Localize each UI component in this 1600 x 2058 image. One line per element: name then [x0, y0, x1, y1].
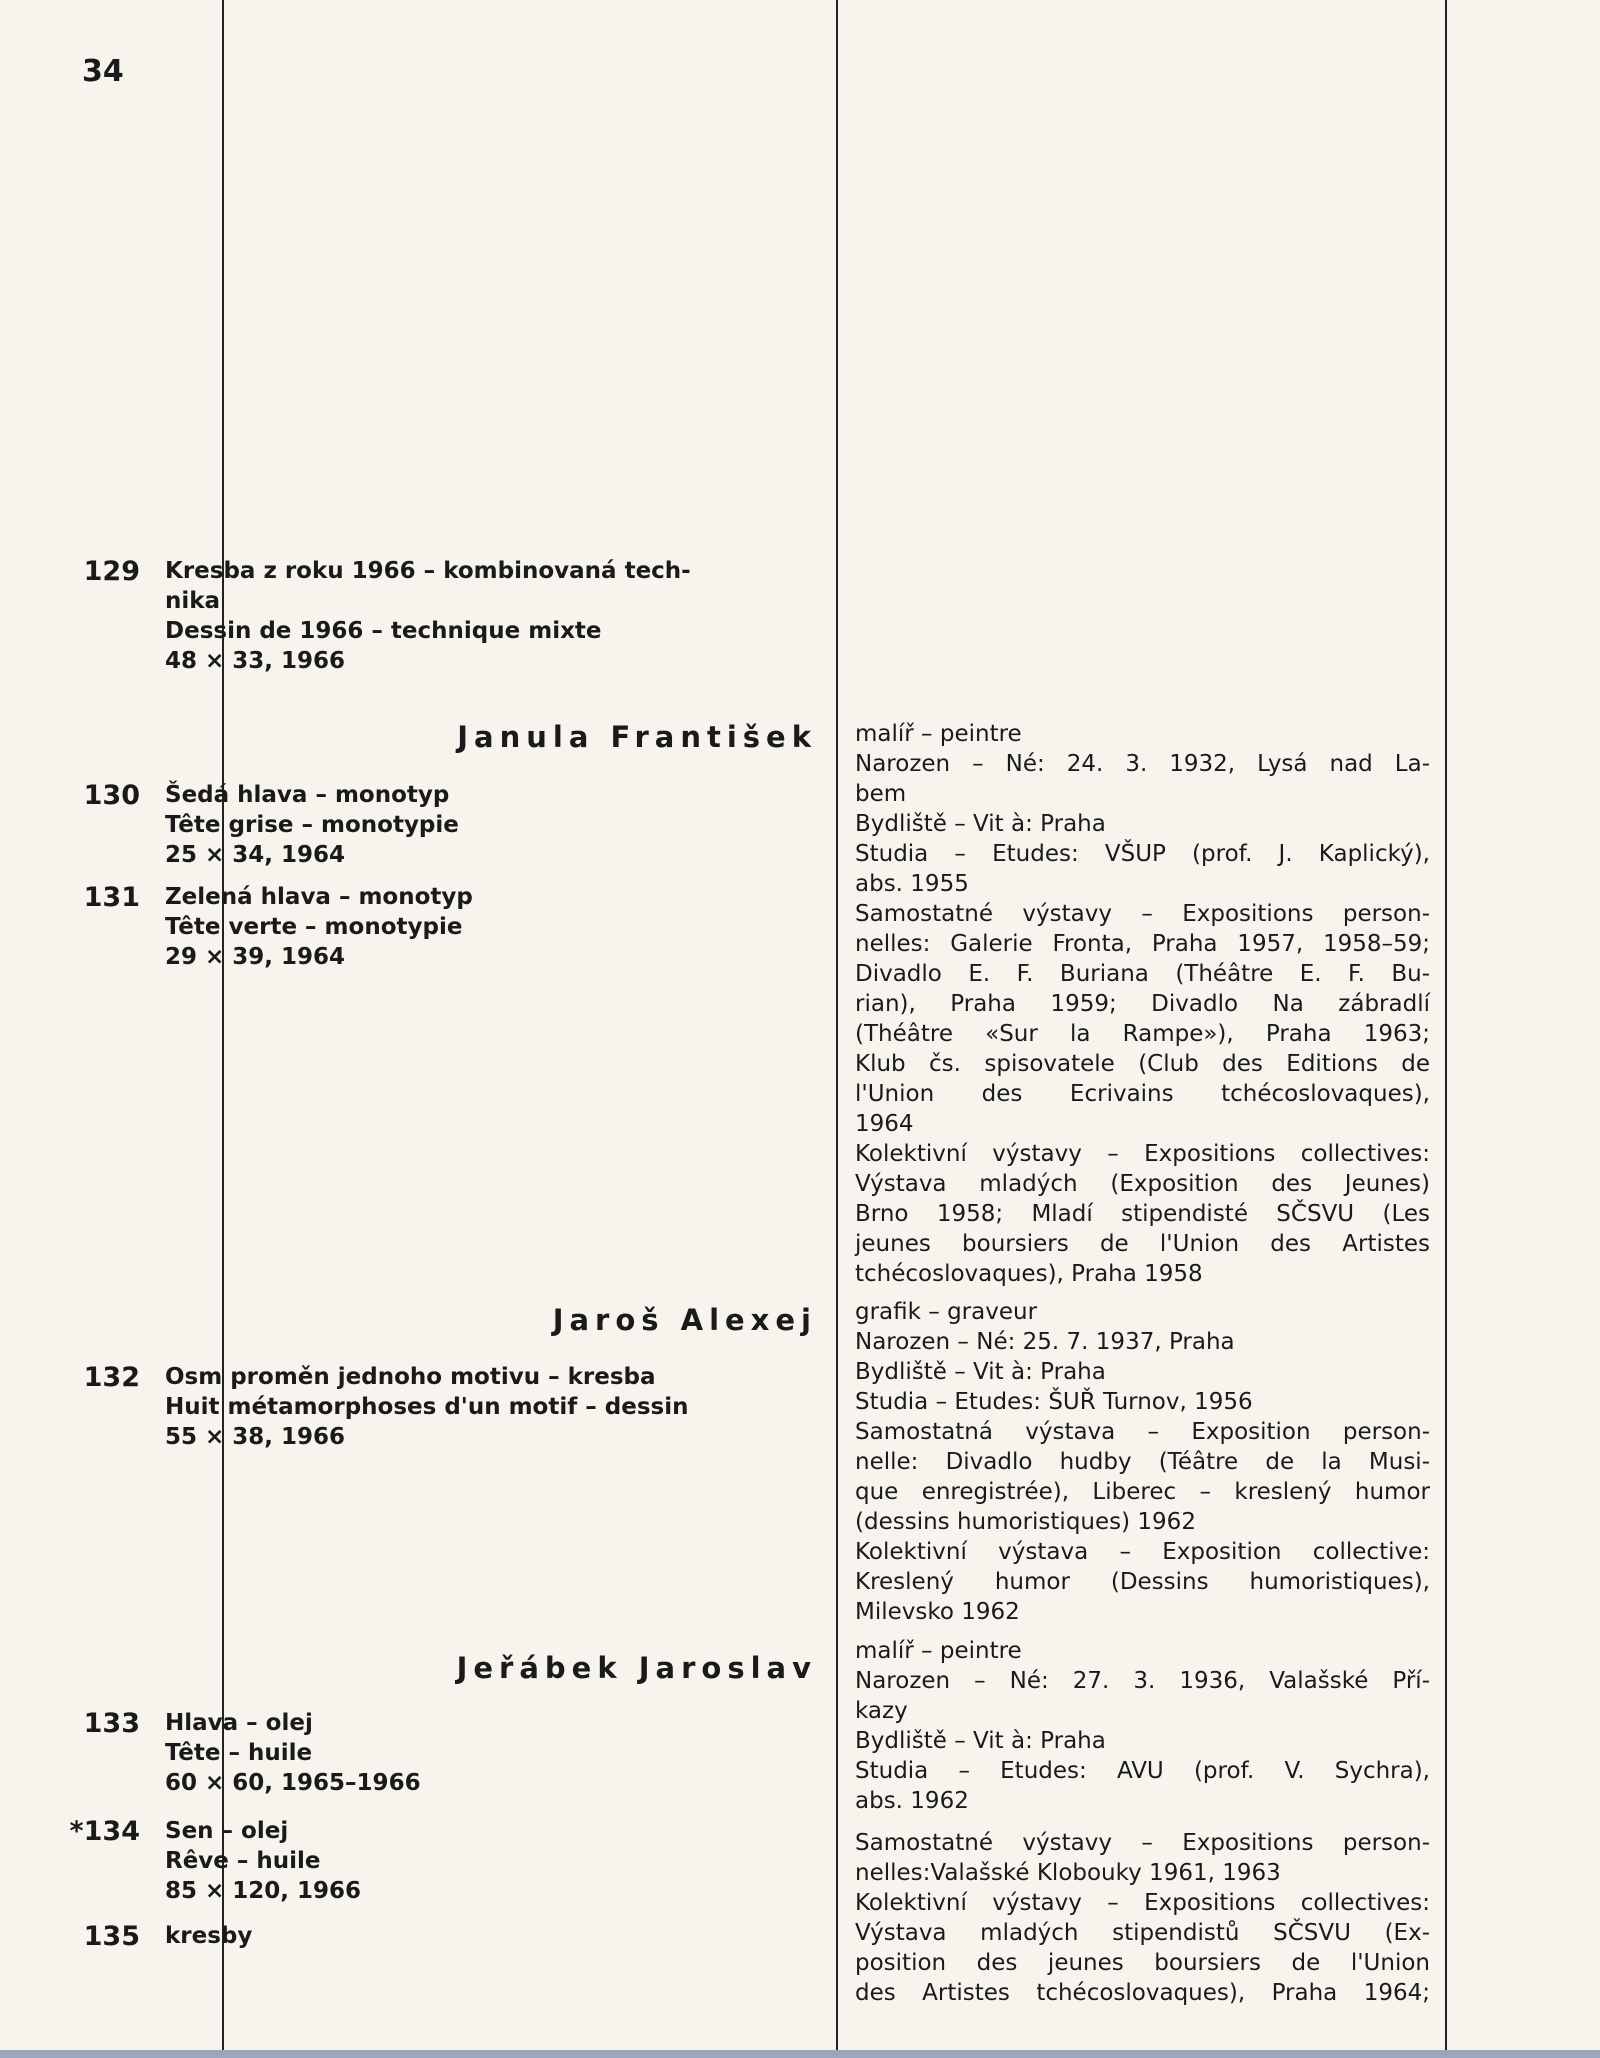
bio-line: Studia – Etudes: VŠUP (prof. J. Kaplický),: [855, 841, 1430, 867]
bio-line: Studia – Etudes: ŠUŘ Turnov, 1956: [855, 1389, 1253, 1415]
work-line: nika: [165, 588, 221, 614]
bio-line: Výstava mladých (Exposition des Jeunes): [855, 1171, 1430, 1197]
work-description: [165, 882, 735, 972]
bio-line: Brno 1958; Mladí stipendisté SČSVU (Les: [855, 1201, 1430, 1227]
work-line: 85 × 120, 1966: [165, 1878, 362, 1904]
work-description: [165, 780, 735, 870]
bio-line: grafik – graveur: [855, 1299, 1038, 1325]
bio-line: nelles:Valašské Klobouky 1961, 1963: [855, 1860, 1281, 1886]
bio-line: (Théâtre «Sur la Rampe»), Praha 1963;: [855, 1021, 1430, 1047]
work-line: Tête grise – monotypie: [165, 812, 459, 838]
artist-bio-jerabek: [855, 1636, 1430, 2008]
work-description: [165, 1816, 735, 1906]
work-number: 131: [83, 882, 140, 913]
bio-line: kazy: [855, 1698, 908, 1724]
bio-line: Bydliště – Vit à: Praha: [855, 1359, 1106, 1385]
work-number: 135: [83, 1921, 140, 1952]
bio-line: Kolektivní výstavy – Expositions collectives:: [855, 1141, 1430, 1167]
bio-line: malíř – peintre: [855, 721, 1022, 747]
work-number: 133: [83, 1708, 140, 1739]
work-number: 132: [83, 1362, 140, 1393]
artist-name-jerabek: Jeřábek Jaroslav: [456, 1651, 817, 1685]
work-line: 48 × 33, 1966: [165, 648, 346, 674]
work-line: Sen – olej: [165, 1818, 289, 1844]
work-line: kresby: [165, 1923, 253, 1949]
bio-line: 1964: [855, 1111, 914, 1137]
work-line: Zelená hlava – monotyp: [165, 884, 473, 910]
bio-line: Bydliště – Vit à: Praha: [855, 1728, 1106, 1754]
bio-line: Narozen – Né: 24. 3. 1932, Lysá nad La-: [855, 751, 1430, 777]
work-number: 129: [83, 556, 140, 587]
bio-line: Kreslený humor (Dessins humoristiques),: [855, 1569, 1430, 1595]
bio-line: Milevsko 1962: [855, 1599, 1020, 1625]
work-number: 130: [83, 780, 140, 811]
bio-line: abs. 1955: [855, 871, 969, 897]
bio-line: Samostatná výstava – Exposition person-: [855, 1419, 1430, 1445]
page-number: 34: [82, 54, 124, 89]
bio-line: nelle: Divadlo hudby (Téâtre de la Musi-: [855, 1449, 1430, 1475]
bio-line: Kolektivní výstava – Exposition collective:: [855, 1539, 1430, 1565]
bio-line: (dessins humoristiques) 1962: [855, 1509, 1196, 1535]
bio-line: jeunes boursiers de l'Union des Artistes: [855, 1231, 1430, 1257]
bio-line: malíř – peintre: [855, 1638, 1022, 1664]
work-line: 29 × 39, 1964: [165, 944, 346, 970]
bio-line: Bydliště – Vit à: Praha: [855, 811, 1106, 837]
work-line: Huit métamorphoses d'un motif – dessin: [165, 1394, 689, 1420]
work-number: *134: [69, 1816, 140, 1847]
artist-bio-jaros: [855, 1297, 1430, 1627]
bio-line: Narozen – Né: 27. 3. 1936, Valašské Pří-: [855, 1668, 1430, 1694]
column-rule-middle: [836, 0, 838, 2050]
bio-line: abs. 1962: [855, 1788, 969, 1814]
bio-line: position des jeunes boursiers de l'Union: [855, 1950, 1430, 1976]
work-line: Tête – huile: [165, 1740, 313, 1766]
bio-line: des Artistes tchécoslovaques), Praha 1964;: [855, 1980, 1430, 2006]
bio-line: tchécoslovaques), Praha 1958: [855, 1261, 1203, 1287]
bio-line: nelles: Galerie Fronta, Praha 1957, 1958–59;: [855, 931, 1430, 957]
bio-line: Divadlo E. F. Buriana (Théâtre E. F. Bu-: [855, 961, 1430, 987]
artist-bio-janula: [855, 719, 1430, 1289]
artist-name-janula: Janula František: [457, 720, 817, 754]
bio-line: Výstava mladých stipendistů SČSVU (Ex-: [855, 1920, 1430, 1946]
work-description: [165, 1362, 735, 1452]
column-rule-right: [1445, 0, 1447, 2050]
work-description: [165, 1708, 735, 1798]
bio-line: bem: [855, 781, 907, 807]
work-line: Osm proměn jednoho motivu – kresba: [165, 1364, 656, 1390]
bio-line: que enregistrée), Liberec – kreslený humor: [855, 1479, 1430, 1505]
bio-line: Klub čs. spisovatele (Club des Editions de: [855, 1051, 1430, 1077]
work-line: 60 × 60, 1965–1966: [165, 1770, 421, 1796]
bio-line: Kolektivní výstavy – Expositions collectives:: [855, 1890, 1430, 1916]
work-description: [165, 1921, 735, 1951]
work-line: Dessin de 1966 – technique mixte: [165, 618, 602, 644]
work-line: Šedá hlava – monotyp: [165, 782, 450, 808]
bio-line: Narozen – Né: 25. 7. 1937, Praha: [855, 1329, 1235, 1355]
work-description: [165, 556, 735, 676]
page-bottom-edge: [0, 2050, 1600, 2058]
bio-line: l'Union des Ecrivains tchécoslovaques),: [855, 1081, 1430, 1107]
bio-line: rian), Praha 1959; Divadlo Na zábradlí: [855, 991, 1430, 1017]
work-line: Hlava – olej: [165, 1710, 313, 1736]
bio-line: Samostatné výstavy – Expositions person-: [855, 901, 1430, 927]
bio-line: Studia – Etudes: AVU (prof. V. Sychra),: [855, 1758, 1430, 1784]
bio-line: Samostatné výstavy – Expositions person-: [855, 1830, 1430, 1856]
work-line: Rêve – huile: [165, 1848, 321, 1874]
artist-name-jaros: Jaroš Alexej: [552, 1303, 817, 1337]
work-line: 55 × 38, 1966: [165, 1424, 346, 1450]
work-line: Kresba z roku 1966 – kombinovaná tech-: [165, 558, 691, 584]
work-line: Tête verte – monotypie: [165, 914, 463, 940]
work-line: 25 × 34, 1964: [165, 842, 346, 868]
